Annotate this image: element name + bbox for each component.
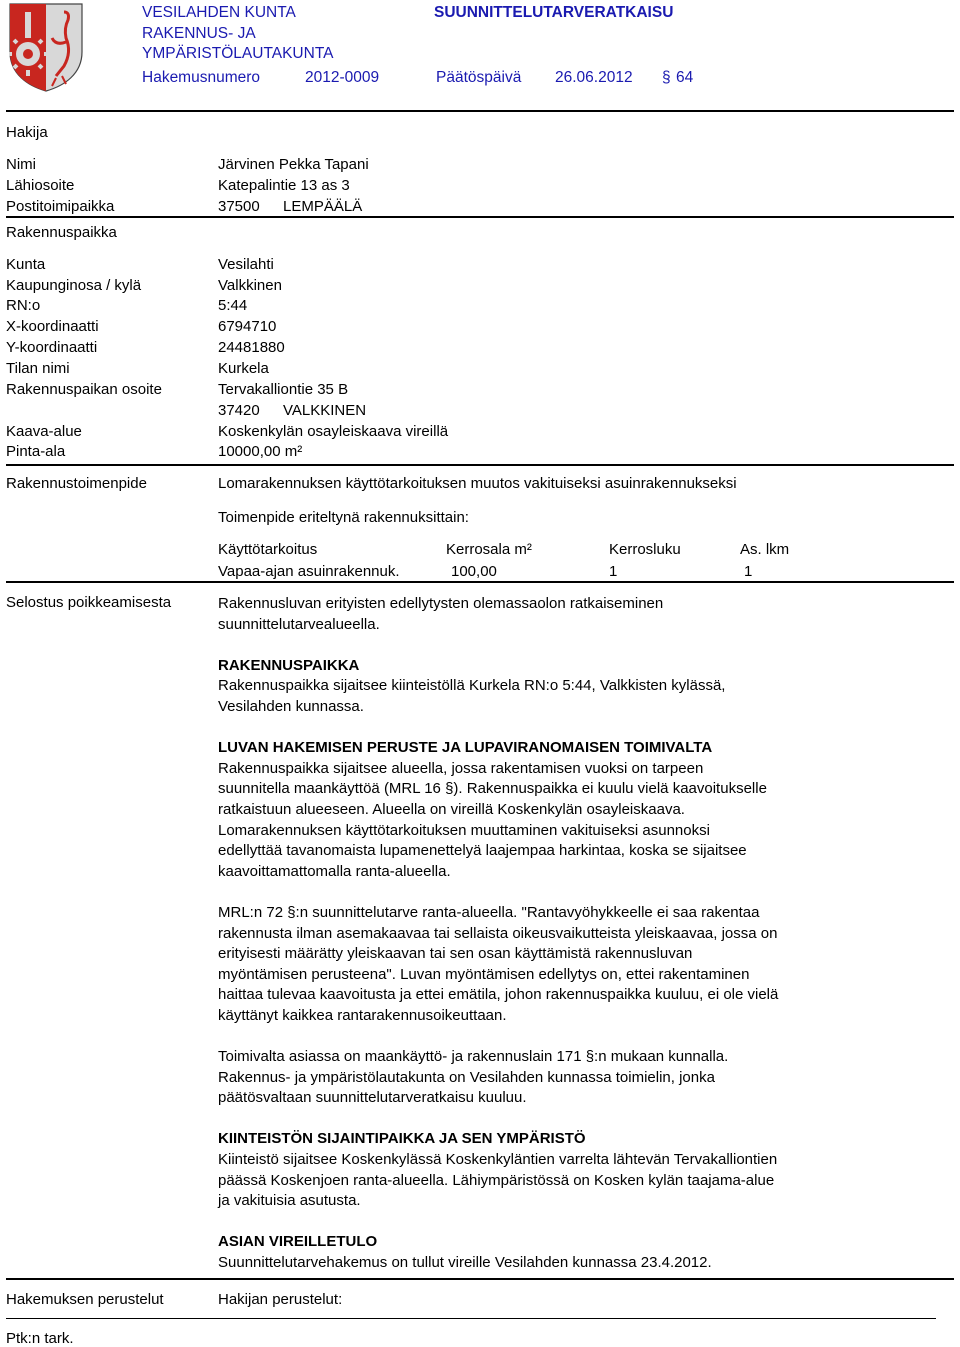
application-number: 2012-0009: [305, 69, 380, 86]
site-postcode: 37420: [218, 402, 260, 419]
section-line: erityisesti määrätty yleiskaavan tai sen osan käyttämistä rakennusluvan: [218, 945, 693, 963]
minutes-check-label: Ptk:n tark.: [6, 1330, 74, 1347]
org-name-line2: RAKENNUS- JA: [142, 25, 256, 42]
section-line: päätösvaltaan suunnittelutarveratkaisu kuuluu.: [218, 1089, 527, 1107]
measure-detail-title: Toimenpide eriteltynä rakennuksittain:: [218, 509, 469, 526]
site-postoffice: VALKKINEN: [283, 402, 367, 419]
municipal-crest: [6, 2, 86, 92]
table-header-floors: Kerrosluku: [609, 541, 681, 558]
applicant-name: Järvinen Pekka Tapani: [218, 156, 369, 173]
applicant-postoffice: LEMPÄÄLÄ: [283, 198, 363, 215]
decision-date-label: Päätöspäivä: [436, 69, 522, 86]
measure-label: Rakennustoimenpide: [6, 475, 147, 492]
divider: [6, 1278, 954, 1280]
applicant-address: Katepalintie 13 as 3: [218, 177, 350, 194]
applicant-grounds-label: Hakijan perustelut:: [218, 1291, 343, 1308]
section-heading: LUVAN HAKEMISEN PERUSTE JA LUPAVIRANOMAISEN TOIMIVALTA: [218, 739, 713, 757]
section-line: Rakennuspaikka sijaitsee kiinteistöllä Kurkela RN:o 5:44, Valkkisten kylässä,: [218, 677, 726, 695]
site-address: Tervakalliontie 35 B: [218, 381, 349, 398]
table-cell-floor-area: 100,00: [451, 563, 497, 580]
section-heading: RAKENNUSPAIKKA: [218, 656, 360, 674]
applicant-heading: Hakija: [6, 124, 48, 141]
divider: [6, 1318, 936, 1319]
table-header-dwellings: As. lkm: [740, 541, 790, 558]
site-address-label: Rakennuspaikan osoite: [6, 381, 162, 398]
divider: [6, 216, 954, 218]
estate-label: Tilan nimi: [6, 360, 70, 377]
intro-line: suunnittelutarvealueella.: [218, 615, 380, 633]
municipality-label: Kunta: [6, 256, 46, 273]
site-heading: Rakennuspaikka: [6, 224, 117, 241]
section-line: suunnitella maankäyttöä (MRL 16 §). Rakennuspaikka ei kuulu vielä kaavoitukselle: [218, 780, 767, 798]
rn-value: 5:44: [218, 297, 248, 314]
intro-line: Rakennusluvan erityisten edellytysten olemassaolon ratkaiseminen: [218, 595, 664, 612]
section-line: myöntämisen perusteena". Luvan myöntämisen edellytys on, ettei rakentaminen: [218, 965, 750, 983]
name-label: Nimi: [6, 156, 36, 173]
divider: [6, 464, 954, 466]
document-type: SUUNNITTELUTARVERATKAISU: [434, 4, 674, 21]
municipality: Vesilahti: [218, 256, 274, 273]
table-cell-floors: 1: [609, 563, 618, 580]
section-line: haittaa tulevaa kaavoitusta ja ettei emätila, johon rakennuspaikka kuuluu, ei ole vielä: [218, 986, 779, 1004]
area-label: Pinta-ala: [6, 443, 66, 460]
org-name-line3: YMPÄRISTÖLAUTAKUNTA: [142, 45, 334, 62]
table-header-floor-area: Kerrosala m²: [446, 541, 532, 558]
org-name-line1: VESILAHDEN KUNTA: [142, 4, 296, 21]
deviation-label: Selostus poikkeamisesta: [6, 594, 172, 611]
divider: [6, 581, 954, 583]
measure-text: Lomarakennuksen käyttötarkoituksen muutos vakituiseksi asuinrakennukseksi: [218, 475, 737, 492]
section-line: kaavoittamattomalla ranta-alueella.: [218, 862, 451, 880]
section-line: Rakennuspaikka sijaitsee alueella, jossa rakentamisen vuoksi on tarpeen: [218, 759, 704, 777]
divider: [6, 110, 954, 112]
x-coordinate: 6794710: [218, 318, 277, 335]
table-cell-use: Vapaa-ajan asuinrakennuk.: [218, 563, 400, 580]
x-coordinate-label: X-koordinaatti: [6, 318, 99, 335]
y-coordinate-label: Y-koordinaatti: [6, 339, 98, 356]
section-line: MRL:n 72 §:n suunnittelutarve ranta-alueella. "Rantavyöhykkeelle ei saa rakentaa: [218, 903, 760, 921]
section-line: Toimivalta asiassa on maankäyttö- ja rakennuslain 171 §:n mukaan kunnalla.: [218, 1048, 729, 1066]
section-line: Vesilahden kunnassa.: [218, 697, 364, 715]
section-line: Rakennus- ja ympäristölautakunta on Vesilahden kunnassa toimielin, jonka: [218, 1068, 715, 1086]
section-line: käyttänyt kaikkea rantarakennusoikeuttaan.: [218, 1006, 507, 1024]
y-coordinate: 24481880: [218, 339, 285, 356]
section-line: Suunnittelutarvehakemus on tullut vireille Vesilahden kunnassa 23.4.2012.: [218, 1254, 712, 1271]
address-label: Lähiosoite: [6, 177, 75, 194]
grounds-label: Hakemuksen perustelut: [6, 1291, 164, 1308]
table-header-use: Käyttötarkoitus: [218, 541, 318, 558]
estate-name: Kurkela: [218, 360, 269, 377]
table-cell-dwellings: 1: [744, 563, 753, 580]
application-number-label: Hakemusnumero: [142, 69, 261, 86]
post-label: Postitoimipaikka: [6, 198, 115, 215]
section-line: edellyttää tavanomaista lupamenettelyä laajempaa harkintaa, koska se sijaitsee: [218, 842, 747, 860]
decision-date: 26.06.2012: [555, 69, 633, 86]
section-heading: ASIAN VIREILLETULO: [218, 1233, 378, 1251]
section-line: Kiinteistö sijaitsee Koskenkylässä Koskenkyläntien varrelta lähtevän Tervakalliontien: [218, 1151, 778, 1169]
section-number: 64: [676, 69, 694, 86]
rn-label: RN:o: [6, 297, 41, 314]
area-value: 10000,00 m²: [218, 443, 303, 460]
plan-area: Koskenkylän osayleiskaava vireillä: [218, 423, 449, 440]
section-line: rakennusta ilman asemakaavaa tai sellaista oikeusvaikutteista yleiskaavaa, jossa on: [218, 924, 778, 942]
village-label: Kaupunginosa / kylä: [6, 277, 142, 294]
section-line: ja vakituisia asutusta.: [218, 1192, 361, 1210]
deviation-body: [218, 594, 838, 1274]
section-heading: KIINTEISTÖN SIJAINTIPAIKKA JA SEN YMPÄRISTÖ: [218, 1130, 586, 1148]
plan-label: Kaava-alue: [6, 423, 82, 440]
section-symbol: §: [662, 69, 671, 86]
applicant-postcode: 37500: [218, 198, 260, 215]
section-line: Lomarakennuksen käyttötarkoituksen muuttaminen vakituiseksi asunnoksi: [218, 821, 710, 839]
section-line: päässä Koskenjoen ranta-alueella. Lähiympäristössä on Kosken kylän taajama-alue: [218, 1171, 775, 1189]
village: Valkkinen: [218, 277, 282, 294]
section-line: ratkaistuun alueeseen. Alueella on vireillä Koskenkylän osayleiskaava.: [218, 800, 685, 818]
